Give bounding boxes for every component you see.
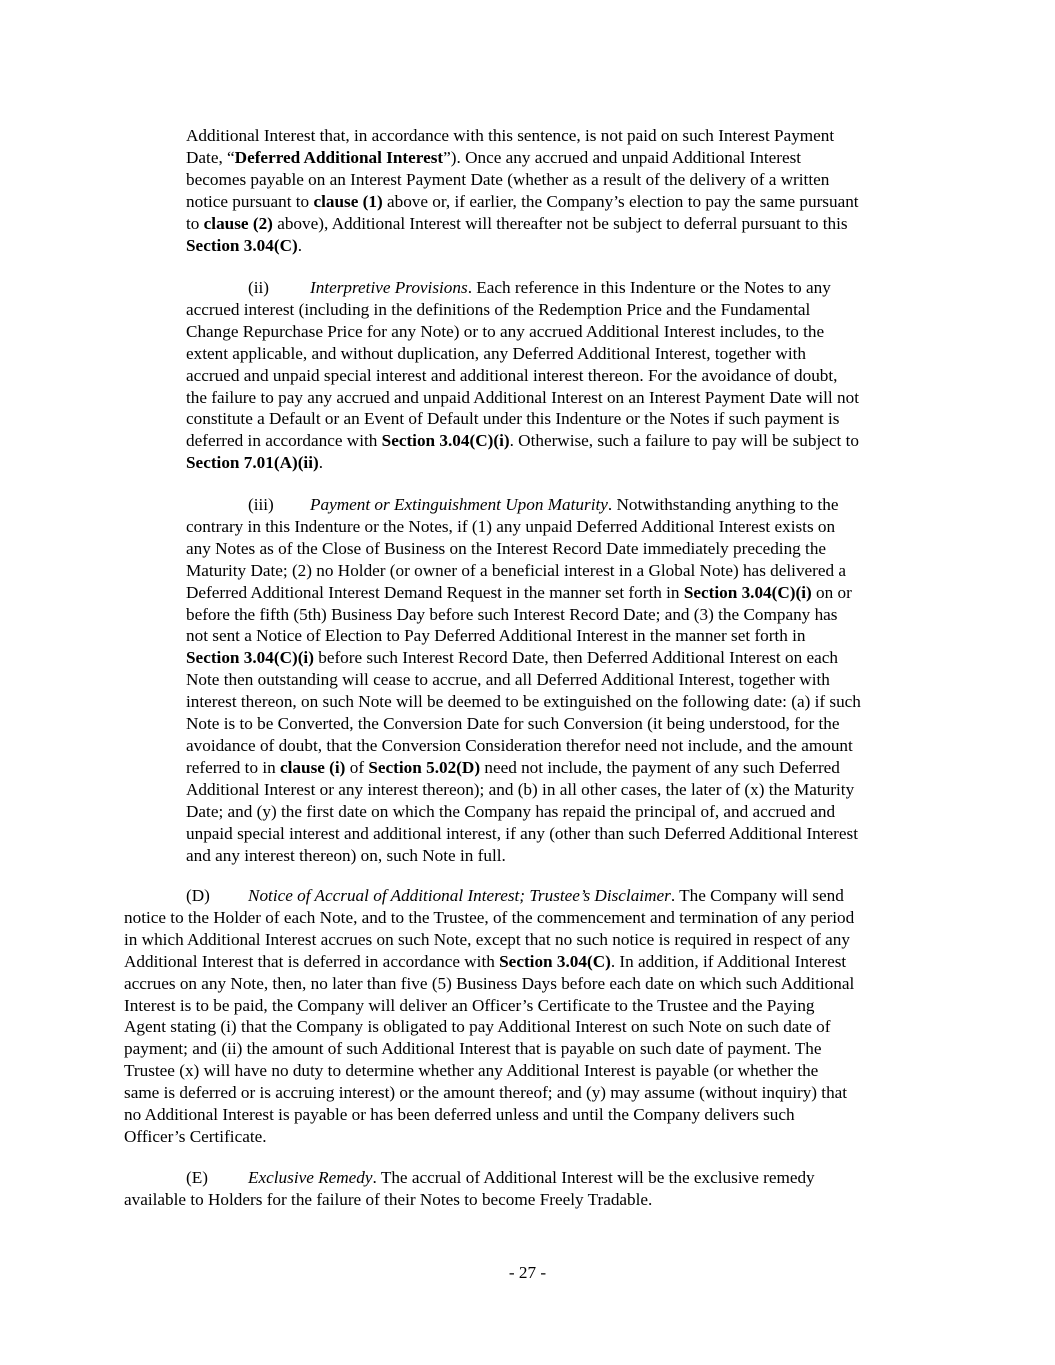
text-line: the failure to pay any accrued and unpaid Additional Interest on an Interest Payment Date will not	[186, 387, 859, 407]
text-line: (E) Exclusive Remedy. The accrual of Additional Interest will be the exclusive remedy	[186, 1168, 815, 1187]
bold-reference: Section 3.04(C)	[186, 235, 298, 255]
section-label: (E)	[186, 1168, 208, 1187]
paragraph-notice-of-accrual	[124, 885, 944, 1148]
paragraph-deferred-additional-interest	[186, 125, 946, 256]
text-line: not sent a Notice of Election to Pay Deferred Additional Interest in the manner set forth in	[186, 626, 806, 646]
text-line: referred to in clause (i) of Section 5.02(D) need not include, the payment of any such Deferred	[186, 757, 840, 777]
text-line: Deferred Additional Interest Demand Request in the manner set forth in Section 3.04(C)(i) on or	[186, 582, 852, 602]
text-line: Additional Interest that is deferred in accordance with Section 3.04(C). In addition, if Additional Interest	[124, 951, 847, 971]
text-line: Additional Interest or any interest thereon); and (b) in all other cases, the later of (x) the Maturity	[186, 779, 855, 799]
page-number: - 27 -	[508, 1263, 547, 1282]
text-line: Note is to be Converted, the Conversion Date for such Conversion (it being understood, for the	[186, 714, 840, 734]
text-line: Date, “Deferred Additional Interest”). Once any accrued and unpaid Additional Interest	[186, 147, 802, 167]
text-line: Date; and (y) the first date on which the Company has repaid the principal of, and accrued and	[186, 801, 836, 821]
text-line: Agent stating (i) that the Company is obligated to pay Additional Interest on such Note on such date of	[124, 1017, 831, 1037]
text-line: Officer’s Certificate.	[124, 1126, 267, 1146]
text-line: same is deferred or is accruing interest) or the amount thereof; and (y) may assume (without inquiry) that	[124, 1083, 848, 1103]
text-line: no Additional Interest is payable or has been deferred unless and until the Company delivers such	[124, 1105, 795, 1125]
text-line: contrary in this Indenture or the Notes, if (1) any unpaid Deferred Additional Interest exists on	[186, 516, 836, 536]
text-line: in which Additional Interest accrues on such Note, except that no such notice is required in respect of any	[124, 929, 850, 949]
text-line: notice to the Holder of each Note, and to the Trustee, of the commencement and termination of any period	[124, 907, 855, 927]
bold-reference: clause (i)	[280, 757, 346, 777]
text-line: Section 3.04(C)(i) before such Interest Record Date, then Deferred Additional Interest on each	[186, 648, 838, 668]
bold-reference: Section 3.04(C)(i)	[381, 431, 510, 451]
text-line: to clause (2) above), Additional Interest will thereafter not be subject to deferral pursuant to this	[186, 213, 848, 233]
text-line: accrued interest (including in the definitions of the Redemption Price and the Fundamental	[186, 299, 811, 319]
text-line: (ii) Interpretive Provisions. Each reference in this Indenture or the Notes to any	[248, 278, 831, 297]
section-label: (D)	[186, 886, 210, 905]
text-line: payment; and (ii) the amount of such Additional Interest that is payable on such date of payment. The	[124, 1039, 822, 1059]
text-line: constitute a Default or an Event of Default under this Indenture or the Notes if such payment is	[186, 409, 840, 429]
bold-reference: Section 5.02(D)	[368, 757, 481, 777]
text-line: (D) Notice of Accrual of Additional Interest; Trustee’s Disclaimer. The Company will send	[186, 886, 844, 905]
section-label: (iii)	[248, 495, 274, 514]
bold-reference: Section 7.01(A)(ii)	[186, 453, 319, 473]
text-line: Section 7.01(A)(ii).	[186, 453, 323, 473]
text-line: Trustee (x) will have no duty to determine whether any Additional Interest is payable (or whether the	[124, 1061, 819, 1081]
bold-reference: Deferred Additional Interest	[234, 147, 444, 167]
text-line: avoidance of doubt, that the Conversion Consideration therefor need not include, and the amount	[186, 735, 853, 755]
text-line: deferred in accordance with Section 3.04(C)(i). Otherwise, such a failure to pay will be subject to	[186, 431, 859, 451]
text-line: Interest is to be paid, the Company will deliver an Officer’s Certificate to the Trustee and the Paying	[124, 995, 815, 1015]
text-line: unpaid special interest and additional interest, if any (other than such Deferred Additional Interest	[186, 823, 858, 843]
text-line: any Notes as of the Close of Business on the Interest Record Date immediately preceding the	[186, 538, 827, 558]
text-line: extent applicable, and without duplication, any Deferred Additional Interest, together with	[186, 343, 806, 363]
text-line: available to Holders for the failure of their Notes to become Freely Tradable.	[124, 1189, 653, 1209]
section-heading: Interpretive Provisions	[310, 278, 468, 297]
text-line: accrues on any Note, then, no later than five (5) Business Days before each date on which such Additional	[124, 973, 855, 993]
bold-reference: Section 3.04(C)	[499, 951, 611, 971]
text-line: becomes payable on an Interest Payment Date (whether as a result of the delivery of a written	[186, 169, 830, 189]
text-line: Additional Interest that, in accordance with this sentence, is not paid on such Interest Payment	[186, 126, 835, 145]
text-line: Section 3.04(C).	[186, 235, 302, 255]
section-heading: Payment or Extinguishment Upon Maturity	[310, 495, 608, 514]
bold-reference: Section 3.04(C)(i)	[683, 582, 812, 602]
text-line: and any interest thereon) on, such Note in full.	[186, 845, 506, 865]
bold-reference: clause (1)	[313, 191, 383, 211]
text-line: (iii) Payment or Extinguishment Upon Maturity. Notwithstanding anything to the	[248, 495, 839, 514]
text-line: before the fifth (5th) Business Day before such Interest Record Date; and (3) the Company has	[186, 604, 838, 624]
paragraph-payment-or-extinguishment	[186, 494, 946, 866]
section-heading: Exclusive Remedy	[248, 1168, 373, 1187]
bold-reference: Section 3.04(C)(i)	[186, 648, 314, 668]
section-label: (ii)	[248, 278, 269, 297]
text-line: notice pursuant to clause (1) above or, if earlier, the Company’s election to pay the same pursuant	[186, 191, 859, 211]
section-heading: Notice of Accrual of Additional Interest; Trustee’s Disclaimer	[248, 886, 671, 905]
text-line: Maturity Date; (2) no Holder (or owner of a beneficial interest in a Global Note) has delivered a	[186, 560, 847, 580]
text-line: Change Repurchase Price for any Note) or to any accrued Additional Interest includes, to the	[186, 321, 825, 341]
bold-reference: clause (2)	[203, 213, 273, 233]
text-line: interest thereon, on such Note will be deemed to be extinguished on the following date: (a) if such	[186, 692, 861, 712]
text-line: accrued and unpaid special interest and additional interest thereon. For the avoidance of doubt,	[186, 365, 838, 385]
paragraph-interpretive-provisions	[186, 277, 946, 474]
text-line: Note then outstanding will cease to accrue, and all Deferred Additional Interest, together with	[186, 670, 830, 690]
paragraph-exclusive-remedy	[124, 1167, 944, 1211]
